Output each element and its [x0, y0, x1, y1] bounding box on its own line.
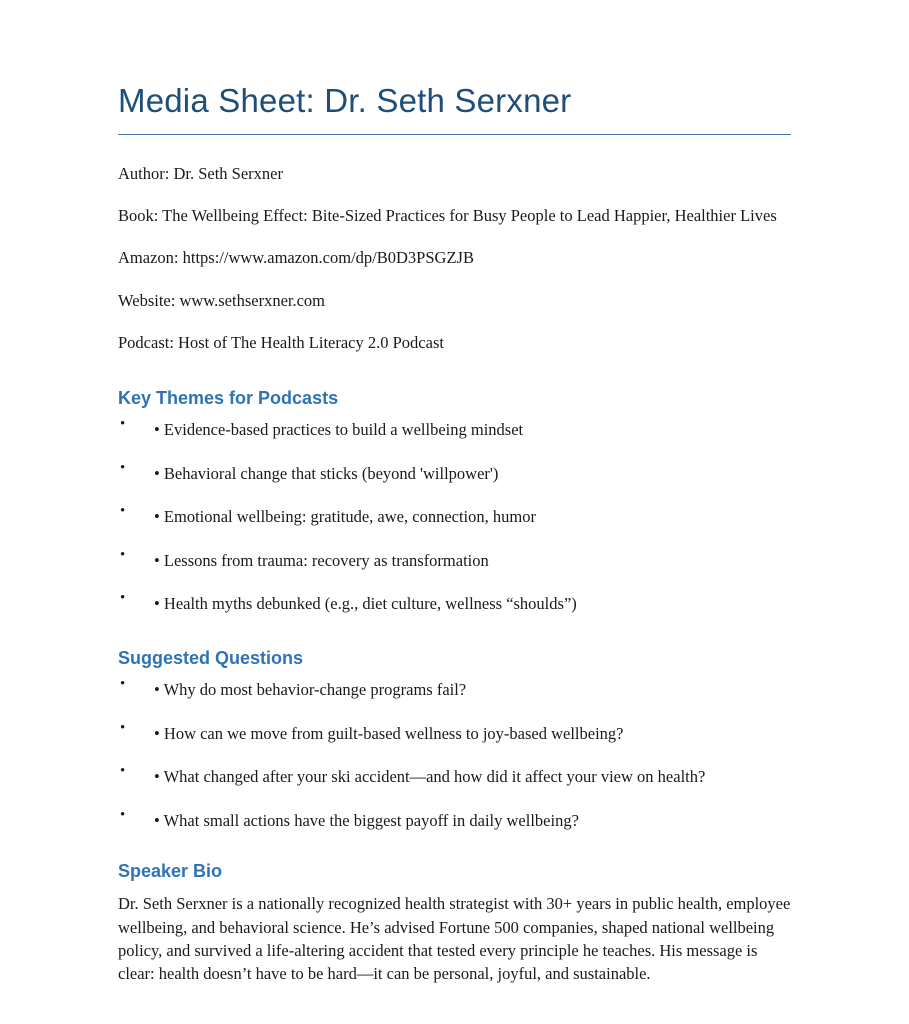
section-heading-speaker-bio: Speaker Bio	[118, 861, 223, 882]
bullet-icon: •	[120, 806, 126, 823]
bullet-icon: •	[120, 719, 126, 736]
meta-podcast: Podcast: Host of The Health Literacy 2.0 Podcast	[118, 333, 444, 352]
list-item-label: • What small actions have the biggest payoff in daily wellbeing?	[154, 810, 579, 830]
list-item	[118, 719, 791, 744]
suggested-questions-list	[118, 676, 791, 831]
list-item	[118, 763, 791, 787]
list-item-label: • Why do most behavior-change programs fail?	[154, 680, 467, 700]
list-item	[118, 416, 791, 440]
bullet-icon: •	[120, 763, 126, 780]
bullet-icon: •	[120, 459, 126, 476]
meta-book: Book: The Wellbeing Effect: Bite-Sized Practices for Busy People to Lead Happier, Healthier Lives	[118, 206, 777, 226]
bullet-icon: •	[120, 546, 126, 563]
list-item	[118, 503, 791, 527]
list-item-label: • Behavioral change that sticks (beyond 'willpower')	[154, 463, 499, 483]
bullet-icon: •	[120, 503, 126, 520]
key-themes-list	[118, 416, 791, 614]
list-item-label: • Evidence-based practices to build a wellbeing mindset	[154, 420, 524, 440]
bullet-icon: •	[120, 676, 126, 693]
meta-author: Author: Dr. Seth Serxner	[118, 163, 283, 183]
title-divider	[118, 134, 791, 135]
list-item	[118, 546, 791, 571]
meta-website-link[interactable]: Website: www.sethserxner.com	[118, 290, 326, 310]
meta-amazon-link[interactable]: Amazon: https://www.amazon.com/dp/B0D3PSGZJB	[118, 248, 474, 268]
speaker-bio-text: Dr. Seth Serxner is a nationally recognized health strategist with 30+ years in public health, employee wellbeing, and behavioral science. He’s advised Fortune 500 companies, shaped national wellbeing policy, and survived a life-altering accident that tested every principle he teaches. His message is clear: health doesn’t have to be hard—it can be personal, joyful, and sustainable.	[118, 894, 791, 984]
list-item	[118, 459, 791, 484]
list-item-label: • What changed after your ski accident—and how did it affect your view on health?	[154, 767, 706, 787]
list-item-label: • Lessons from trauma: recovery as transformation	[154, 550, 489, 570]
list-item	[118, 806, 791, 831]
bullet-icon: •	[120, 590, 126, 607]
list-item-label: • Emotional wellbeing: gratitude, awe, connection, humor	[154, 507, 536, 527]
list-item	[118, 590, 791, 614]
list-item-label: • How can we move from guilt-based wellness to joy-based wellbeing?	[154, 723, 624, 743]
list-item	[118, 676, 791, 700]
page-title: Media Sheet: Dr. Seth Serxner	[118, 82, 572, 119]
section-heading-suggested-questions: Suggested Questions	[118, 648, 304, 669]
bullet-icon: •	[120, 416, 126, 433]
section-heading-key-themes: Key Themes for Podcasts	[118, 388, 339, 409]
list-item-label: • Health myths debunked (e.g., diet culture, wellness “shoulds”)	[154, 594, 577, 614]
